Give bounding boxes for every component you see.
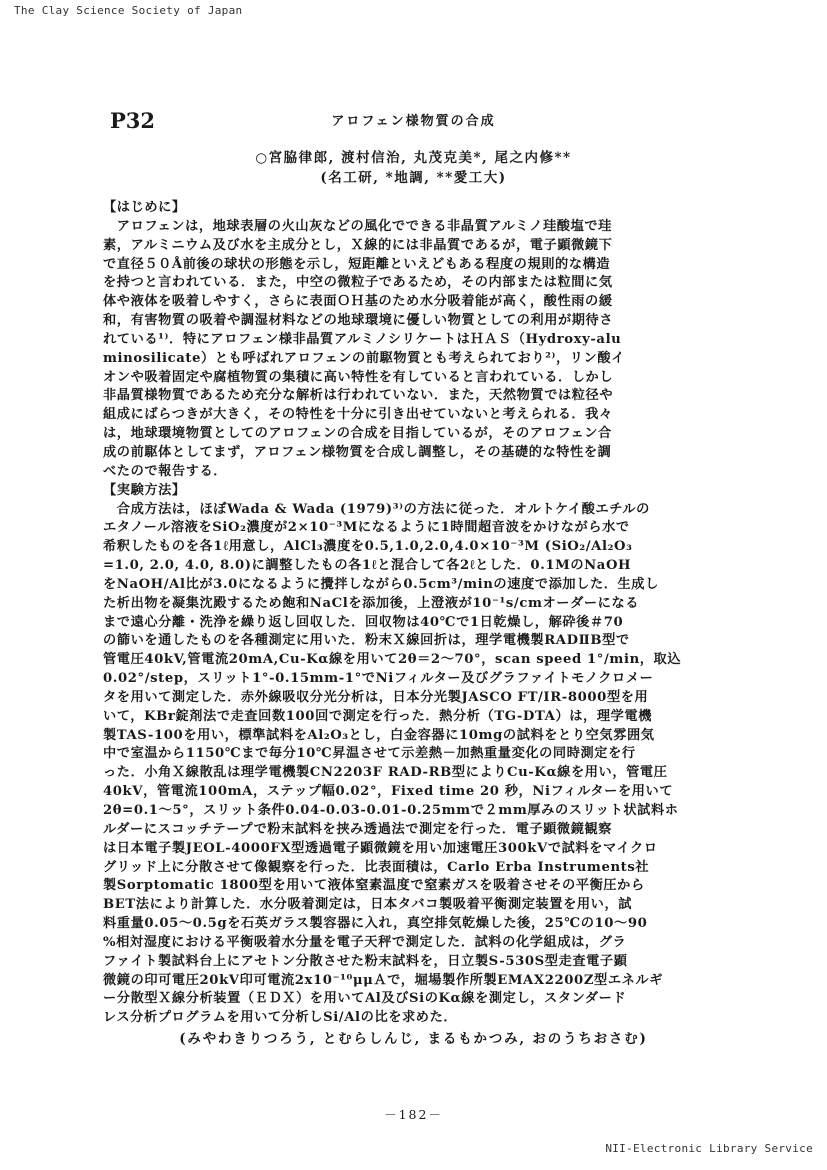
body-line: いて，KBr錠剤法で走査回数100回で測定を行った．熱分析（TG-DTA）は，理学電機	[103, 708, 652, 724]
body-line: を持つと言われている．また，中空の微粒子であるため，その内部または粒間に気	[103, 275, 613, 291]
body-line: 【実験方法】	[103, 482, 186, 498]
body-line: オンや吸着固定や腐植物質の集積に高い特性を有していると言われている．しかし	[103, 369, 614, 385]
body-line: 素，アルミニウム及び水を主成分とし，Ｘ線的には非晶質であるが，電子顕微鏡下	[103, 237, 613, 253]
paper-body	[103, 199, 733, 1028]
body-line: 40kV，管電流100mA，ステップ幅0.02°，Fixed time 20 秒，Niフィルターを用いて	[103, 784, 674, 800]
body-line: アロフェンは，地球表層の火山灰などの風化でできる非晶質アルミノ珪酸塩で珪	[103, 218, 612, 234]
body-line: 管電圧40kV,管電流20mA,Cu-Kα線を用いて2θ＝2～70°，scan speed 1°/min，取込	[103, 652, 682, 668]
body-line: 製TAS-100を用い，標準試料をAl₂O₃とし，白金容器に10mgの試料をとり空気雰囲気	[103, 727, 655, 743]
body-line: れている¹⁾．特にアロフェン様非晶質アルミノシリケートはＨＡＳ（Hydroxy-alu	[103, 331, 622, 347]
page-number: －182－	[384, 1107, 443, 1122]
body-line: レス分析プログラムを用いて分析しSi/Alの比を求めた．	[103, 1010, 458, 1026]
body-line: 製Sorptomatic 1800型を用いて液体窒素温度で窒素ガスを吸着させその平衡圧から	[103, 878, 645, 894]
body-line: ルダーにスコッチテープで粉末試料を挟み透過法で測定を行った．電子顕微鏡観察	[103, 821, 613, 837]
body-line: は，地球環境物質としてのアロフェンの合成を目指しているが，そのアロフェン合	[103, 426, 612, 442]
body-line: 料重量0.05～0.5gを石英ガラス製容器に入れ，真空排気乾燥した後，25℃の10～90	[103, 916, 648, 932]
author-reading: (みやわきりつろう, とむらしんじ, まるもかつみ, おのうちおさむ)	[179, 1031, 648, 1047]
body-line: エタノール溶液をSiO₂濃度が2×10⁻³Mになるように1時間超音波をかけながら水で	[103, 520, 630, 536]
society-header: The Clay Science Society of Japan	[14, 4, 243, 17]
body-line: をNaOH/Al比が3.0になるように攪拌しながら0.5cm³/minの速度で添加した．生成し	[103, 576, 659, 592]
body-line: 微鏡の印可電圧20kV印可電流2x10⁻¹⁰μμＡで，堀場製作所製EMAX2200Z型エネルギ	[103, 972, 663, 988]
body-line: まで遠心分離・洗浄を繰り返し回収した．回収物は40℃で1日乾燥し，解砕後＃70	[103, 614, 624, 630]
body-line: た析出物を凝集沈殿するため飽和NaClを添加後，上澄液が10⁻¹s/cmオーダーになる	[103, 595, 640, 611]
body-line: 中で室温から1150℃まで毎分10℃昇温させて示差熱－加熱重量変化の同時測定を行	[103, 746, 636, 762]
body-line: =1.0, 2.0, 4.0, 8.0)に調整したもの各1ℓと混合して各2ℓとした．0.1MのNaOH	[103, 558, 632, 574]
body-line: の篩いを通したものを各種測定に用いた．粉末Ｘ線回折は，理学電機製RADⅡB型で	[103, 633, 630, 649]
body-line: 0.02°/step，スリット1°-0.15mm-1°でNiフィルター及びグラファイトモノクロメー	[103, 671, 654, 687]
body-line: ー分散型Ｘ線分析装置（ＥＤＸ）を用いてAl及びSiのKα線を測定し，スタンダード	[103, 991, 627, 1007]
body-line: で直径５０Å前後の球状の形態を示し，短距離といえどもある程度の規則的な構造	[103, 256, 611, 272]
body-line: グリッド上に分散させて像観察を行った．比表面積は，Carlo Erba Instruments社	[103, 859, 650, 875]
body-line: べたので報告する．	[103, 463, 228, 479]
body-line: 希釈したものを各1ℓ用意し，AlCl₃濃度を0.5,1.0,2.0,4.0×10⁻³M (SiO₂/Al₂O₃	[103, 539, 633, 555]
paper-number: P32	[110, 108, 156, 133]
body-line: minosilicate）とも呼ばれアロフェンの前駆物質とも考えられており²⁾，リン酸イ	[103, 350, 625, 366]
body-line: 和，有害物質の吸着や調湿材料などの地球環境に優しい物質としての利用が期待さ	[103, 313, 614, 329]
body-line: BET法により計算した．水分吸着測定は，日本タバコ製吸着平衡測定装置を用い，試	[103, 897, 633, 913]
body-line: ファイト製試料台上にアセトン分散させた粉末試料を，日立製S-530S型走査電子顕	[103, 953, 628, 969]
body-line: 非晶質様物質であるため充分な解析は行われていない．また，天然物質では粒径や	[103, 388, 614, 404]
body-line: 体や液体を吸着しやすく，さらに表面ＯＨ基のため水分吸着能が高く，酸性雨の緩	[103, 294, 613, 310]
author-list: ○宮脇律郎, 渡村信治, 丸茂克美*, 尾之内修**	[255, 150, 572, 166]
paper-title: アロフェン様物質の合成	[331, 114, 496, 129]
body-line: は日本電子製JEOL-4000FX型透過電子顕微鏡を用い加速電圧300kVで試料をマイクロ	[103, 840, 658, 856]
body-line: 2θ=0.1～5°，スリット条件0.04-0.03-0.01-0.25mmで２mm厚みのスリット状試料ホ	[103, 803, 679, 818]
body-line: タを用いて測定した．赤外線吸収分光分析は，日本分光製JASCO FT/IR-8000型を用	[103, 689, 649, 705]
body-line: 組成にばらつきが大きく，その特性を十分に引き出せていないと考えられる．我々	[103, 407, 613, 423]
body-line: 【はじめに】	[103, 200, 186, 215]
body-line: った．小角Ｘ線散乱は理学電機製CN2203F RAD-RB型によりCu-Kα線を用い，管電圧	[103, 765, 668, 781]
body-line: 成の前駆体としてまず，アロフェン様物質を合成し調整し，その基礎的な特性を調	[103, 444, 612, 460]
body-line: %相対湿度における平衡吸着水分量を電子天秤で測定した．試料の化学組成は，グラ	[103, 934, 627, 950]
affiliation-list: (名工研, *地調, **愛工大)	[320, 170, 507, 186]
library-footer: NII-Electronic Library Service	[605, 1142, 813, 1155]
body-line: 合成方法は，ほぼWada & Wada (1979)³⁾の方法に従った．オルトケイ酸エチルの	[103, 501, 650, 517]
